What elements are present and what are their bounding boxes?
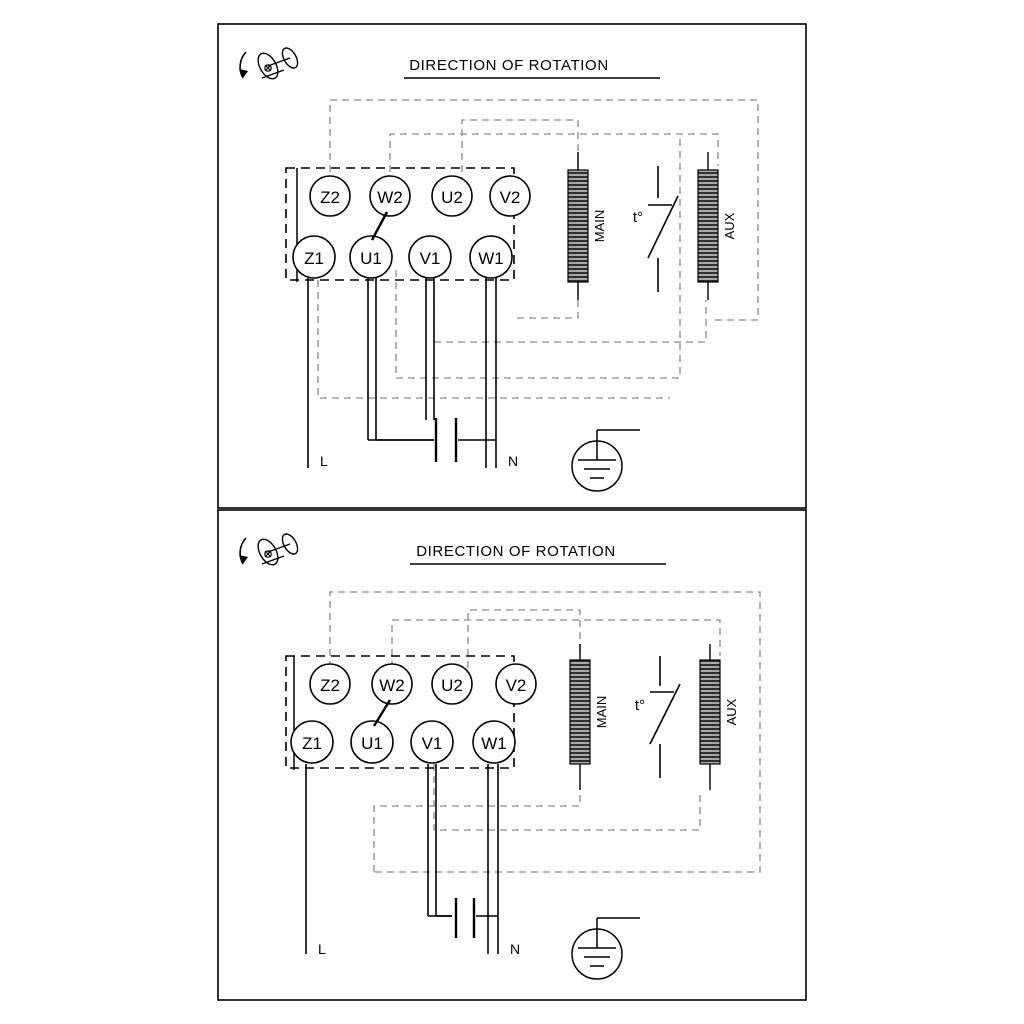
terminal-label: W1 [481, 734, 507, 753]
terminal-V2[interactable] [490, 176, 530, 216]
terminal-label: Z1 [302, 734, 322, 753]
thermal-switch-label: t° [634, 697, 646, 714]
coil-main-label: MAIN [594, 695, 609, 729]
terminal-V1[interactable] [411, 721, 453, 763]
terminal-label: U1 [360, 249, 382, 268]
terminal-Z2[interactable] [310, 176, 350, 216]
line-label-L: L [318, 941, 326, 957]
panel-bottom-heading: DIRECTION OF ROTATION [416, 543, 616, 560]
coil-main-label: MAIN [592, 209, 607, 243]
terminal-U2[interactable] [432, 176, 472, 216]
terminal-label: V1 [419, 249, 441, 268]
panel-top-heading: DIRECTION OF ROTATION [409, 57, 609, 74]
terminal-label: W2 [377, 188, 403, 207]
coil-aux-label: AUX [722, 212, 737, 240]
neutral-label-N: N [510, 941, 521, 957]
terminal-Z2[interactable] [310, 664, 350, 704]
terminal-U1[interactable] [350, 236, 392, 278]
terminal-label: Z2 [320, 188, 340, 207]
terminal-label: W2 [379, 676, 405, 695]
terminal-U1[interactable] [351, 721, 393, 763]
terminal-V2[interactable] [496, 664, 536, 704]
terminal-label: U2 [441, 676, 463, 695]
terminal-label: W1 [478, 249, 504, 268]
terminal-label: Z2 [320, 676, 340, 695]
coil-aux-label: AUX [724, 698, 739, 726]
terminal-W2[interactable] [372, 664, 412, 704]
terminal-label: U2 [441, 188, 463, 207]
neutral-label-N: N [508, 453, 519, 469]
terminal-V1[interactable] [409, 236, 451, 278]
terminal-W2[interactable] [370, 176, 410, 216]
terminal-W1[interactable] [473, 721, 515, 763]
terminal-Z1[interactable] [293, 236, 335, 278]
terminal-Z1[interactable] [291, 721, 333, 763]
line-label-L: L [320, 453, 328, 469]
terminal-label: Z1 [304, 249, 324, 268]
terminal-U2[interactable] [432, 664, 472, 704]
terminal-W1[interactable] [470, 236, 512, 278]
terminal-label: V2 [505, 676, 527, 695]
thermal-switch-label: t° [632, 209, 644, 226]
terminal-label: V2 [499, 188, 521, 207]
terminal-label: V1 [421, 734, 443, 753]
terminal-label: U1 [361, 734, 383, 753]
